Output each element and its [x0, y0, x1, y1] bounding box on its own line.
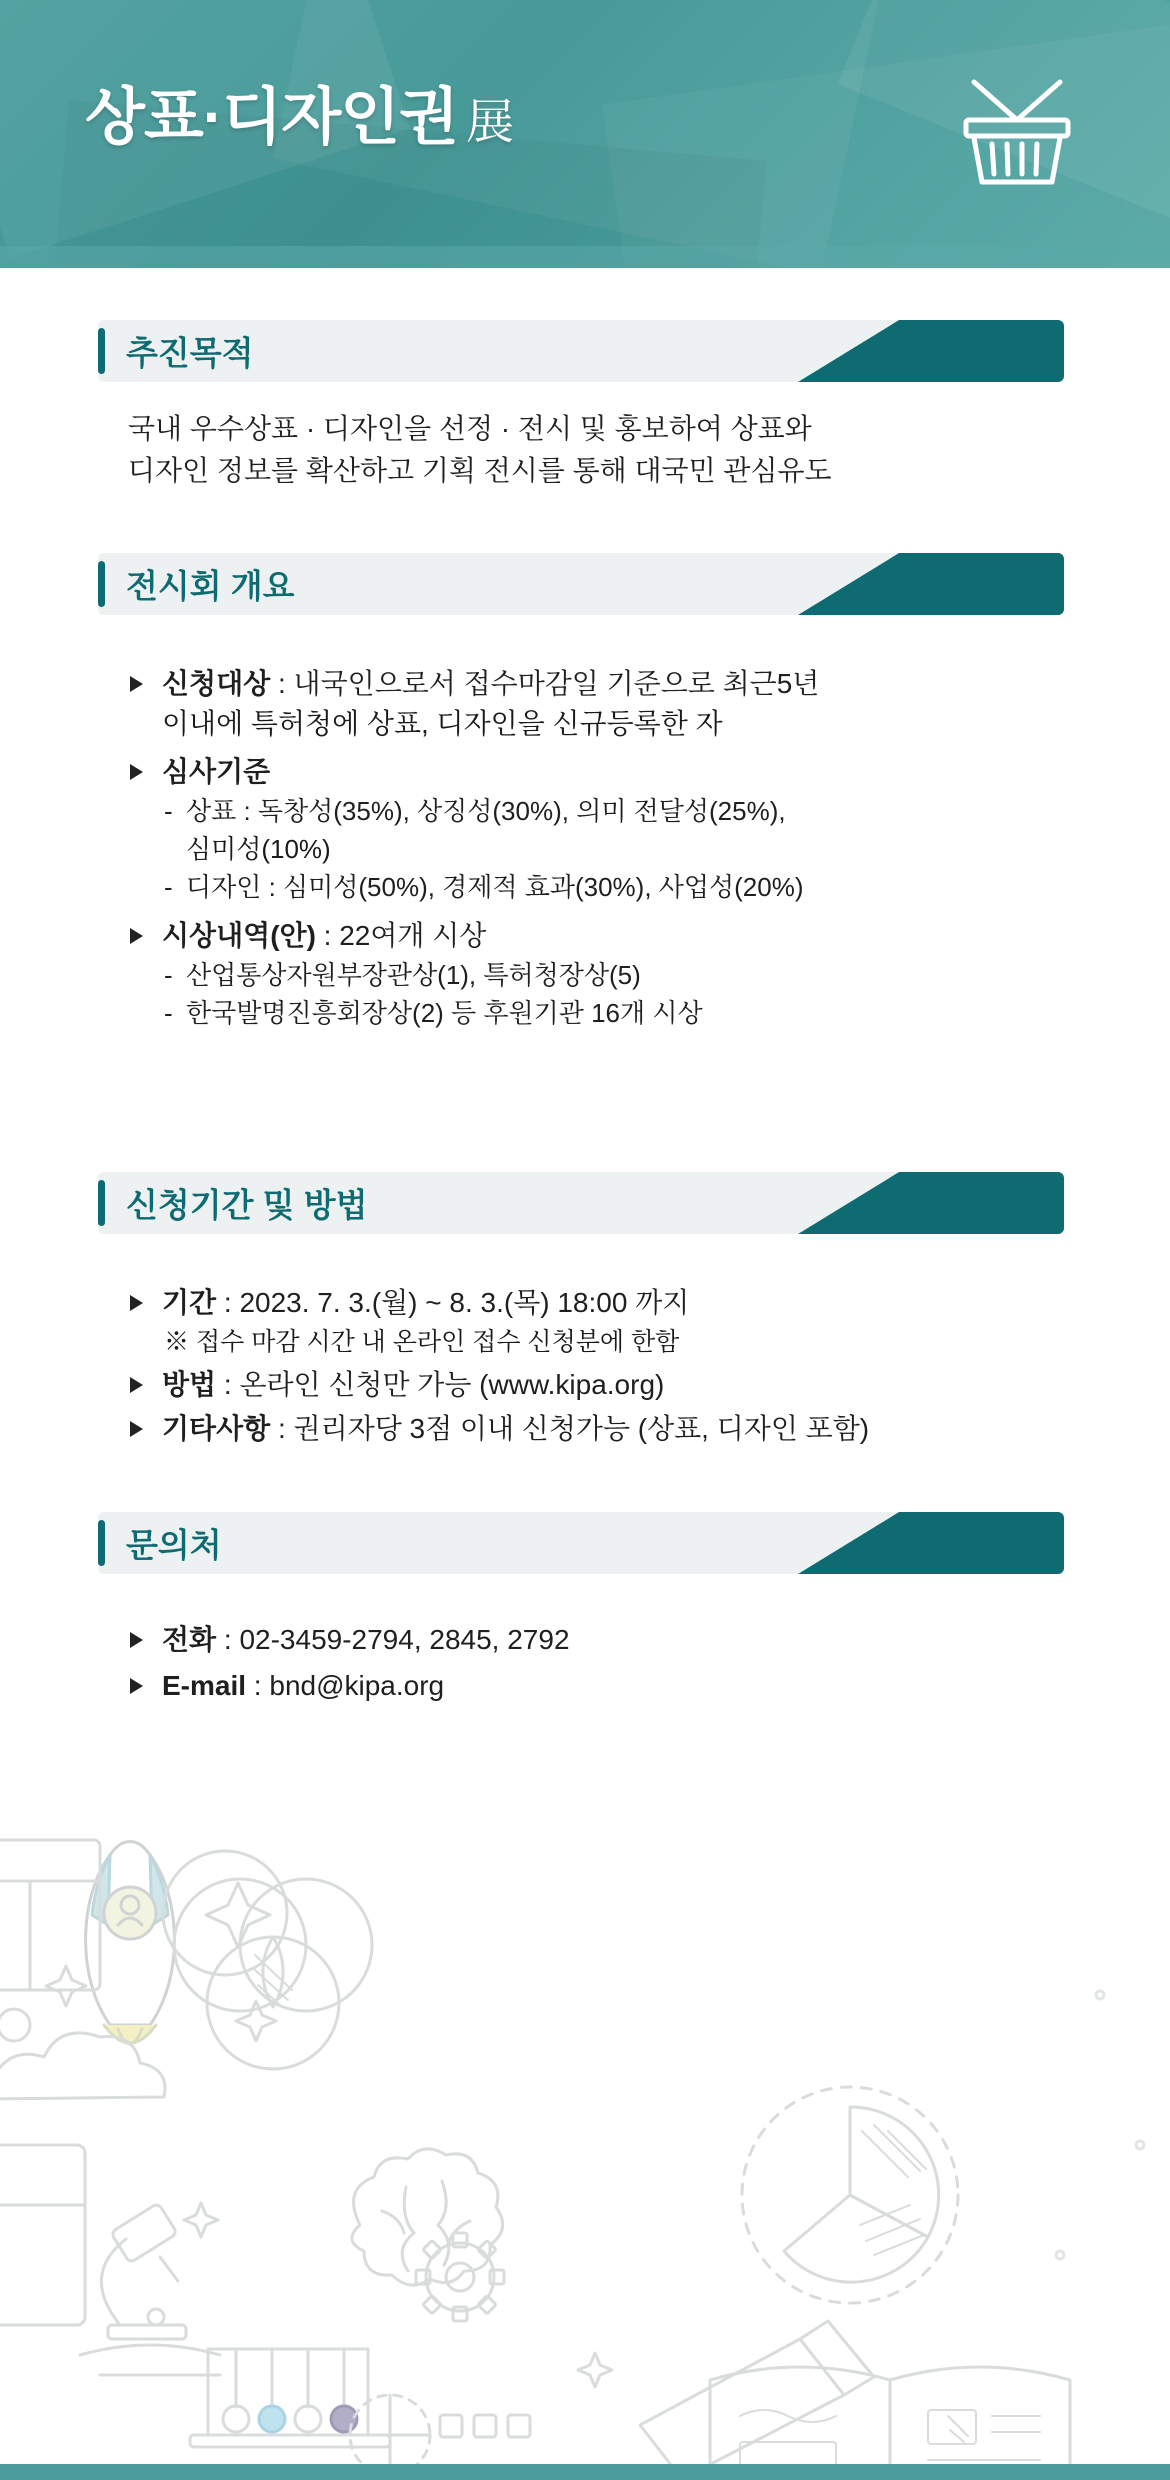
sub-list-item	[128, 792, 1078, 830]
list-item	[128, 752, 1078, 792]
section-heading-contact	[98, 1512, 1064, 1574]
triangle-bullet-icon	[130, 1632, 143, 1648]
list-item-separator: :	[216, 1287, 240, 1318]
sub-list-item-text: 디자인 : 심미성(50%), 경제적 효과(30%), 사업성(20%)	[186, 872, 804, 902]
dash-bullet-icon: -	[164, 998, 173, 1028]
header-bottom-strip	[0, 246, 1170, 268]
page-header	[0, 0, 1170, 268]
list-item-value: 권리자당 3점 이내 신청가능 (상표, 디자인 포함)	[293, 1413, 870, 1444]
triangle-bullet-icon	[130, 1377, 143, 1393]
page-title-suffix: 展	[466, 96, 514, 149]
purpose-line-1: 국내 우수상표 · 디자인을 선정 · 전시 및 홍보하여 상표와	[128, 413, 812, 444]
heading-bar-tick	[98, 328, 105, 374]
purpose-line-2: 디자인 정보를 확산하고 기획 전시를 통해 대국민 관심유도	[128, 455, 832, 486]
triangle-bullet-icon	[130, 1295, 143, 1311]
contact-phone-label: 전화	[162, 1624, 217, 1655]
list-item-separator: :	[216, 1369, 240, 1400]
list-item-value: 2023. 7. 3.(월) ~ 8. 3.(목) 18:00 까지	[239, 1287, 690, 1318]
list-item	[128, 1620, 1078, 1660]
page-title	[85, 83, 514, 152]
list-item	[128, 1666, 1078, 1706]
list-item-label: 기간	[162, 1287, 217, 1318]
dash-bullet-icon: -	[164, 872, 173, 902]
sub-list-item	[128, 956, 1078, 994]
contact-email-label: E-mail	[162, 1670, 247, 1701]
list-item-separator: :	[216, 1624, 240, 1655]
section-title-contact: 문의처	[126, 1526, 222, 1564]
sub-list-item-continuation: 심미성(10%)	[186, 834, 331, 864]
list-item	[128, 1365, 1078, 1405]
section-body-contact	[128, 1620, 1078, 1706]
list-item-note: ※ 접수 마감 시간 내 온라인 접수 신청분에 한함	[164, 1328, 680, 1356]
shopping-basket-icon	[952, 70, 1082, 190]
list-item-separator: :	[270, 1413, 294, 1444]
dash-bullet-icon: -	[164, 960, 173, 990]
list-item-label: 기타사항	[162, 1413, 271, 1444]
dash-bullet-icon: -	[164, 796, 173, 826]
list-item-separator: :	[270, 668, 294, 699]
list-item-label: 신청대상	[162, 668, 271, 699]
list-item-label: 심사기준	[162, 756, 271, 787]
list-item	[128, 916, 1078, 956]
sub-list-item-text: 한국발명진흥회장상(2) 등 후원기관 16개 시상	[186, 998, 703, 1028]
list-item	[128, 1409, 1078, 1449]
sub-list-item	[128, 868, 1078, 906]
sub-list-item-text: 산업통상자원부장관상(1), 특허청장상(5)	[186, 960, 641, 990]
heading-bar-tick	[98, 1180, 105, 1226]
footer-illustration	[0, 1785, 1170, 2480]
sub-list-item-text: 상표 : 독창성(35%), 상징성(30%), 의미 전달성(25%),	[186, 796, 786, 826]
triangle-bullet-icon	[130, 928, 143, 944]
page-title-main: 상표·디자인권	[85, 83, 458, 152]
list-item-label: 시상내역(안)	[162, 920, 316, 951]
triangle-bullet-icon	[130, 764, 143, 780]
contact-email-value: bnd@kipa.org	[269, 1670, 445, 1701]
list-item-separator: :	[246, 1670, 270, 1701]
list-item-value: 내국인으로서 접수마감일 기준으로 최근5년	[293, 668, 820, 699]
list-item-value: 온라인 신청만 가능 (www.kipa.org)	[239, 1369, 665, 1400]
heading-bar-tick	[98, 561, 105, 607]
section-heading-apply	[98, 1172, 1064, 1234]
list-item	[128, 1283, 1078, 1323]
section-heading-purpose	[98, 320, 1064, 382]
section-title-apply: 신청기간 및 방법	[126, 1186, 368, 1224]
list-item-separator: :	[315, 920, 340, 951]
section-title-overview: 전시회 개요	[126, 567, 295, 605]
triangle-bullet-icon	[130, 1678, 143, 1694]
list-item-label: 방법	[162, 1369, 217, 1400]
sub-list-item	[128, 994, 1078, 1032]
heading-bar-tick	[98, 1520, 105, 1566]
footer-bottom-bar	[0, 2464, 1170, 2480]
contact-phone-value: 02-3459-2794, 2845, 2792	[239, 1624, 570, 1655]
section-body-apply	[128, 1283, 1078, 1449]
section-title-purpose: 추진목적	[126, 334, 254, 372]
triangle-bullet-icon	[130, 676, 143, 692]
triangle-bullet-icon	[130, 1421, 143, 1437]
list-item-value: 22여개 시상	[339, 920, 487, 951]
section-body-purpose	[128, 408, 1078, 492]
section-body-overview	[128, 664, 1078, 1032]
list-item-continuation: 이내에 특허청에 상표, 디자인을 신규등록한 자	[162, 708, 723, 739]
list-item	[128, 664, 1078, 704]
section-heading-overview	[98, 553, 1064, 615]
